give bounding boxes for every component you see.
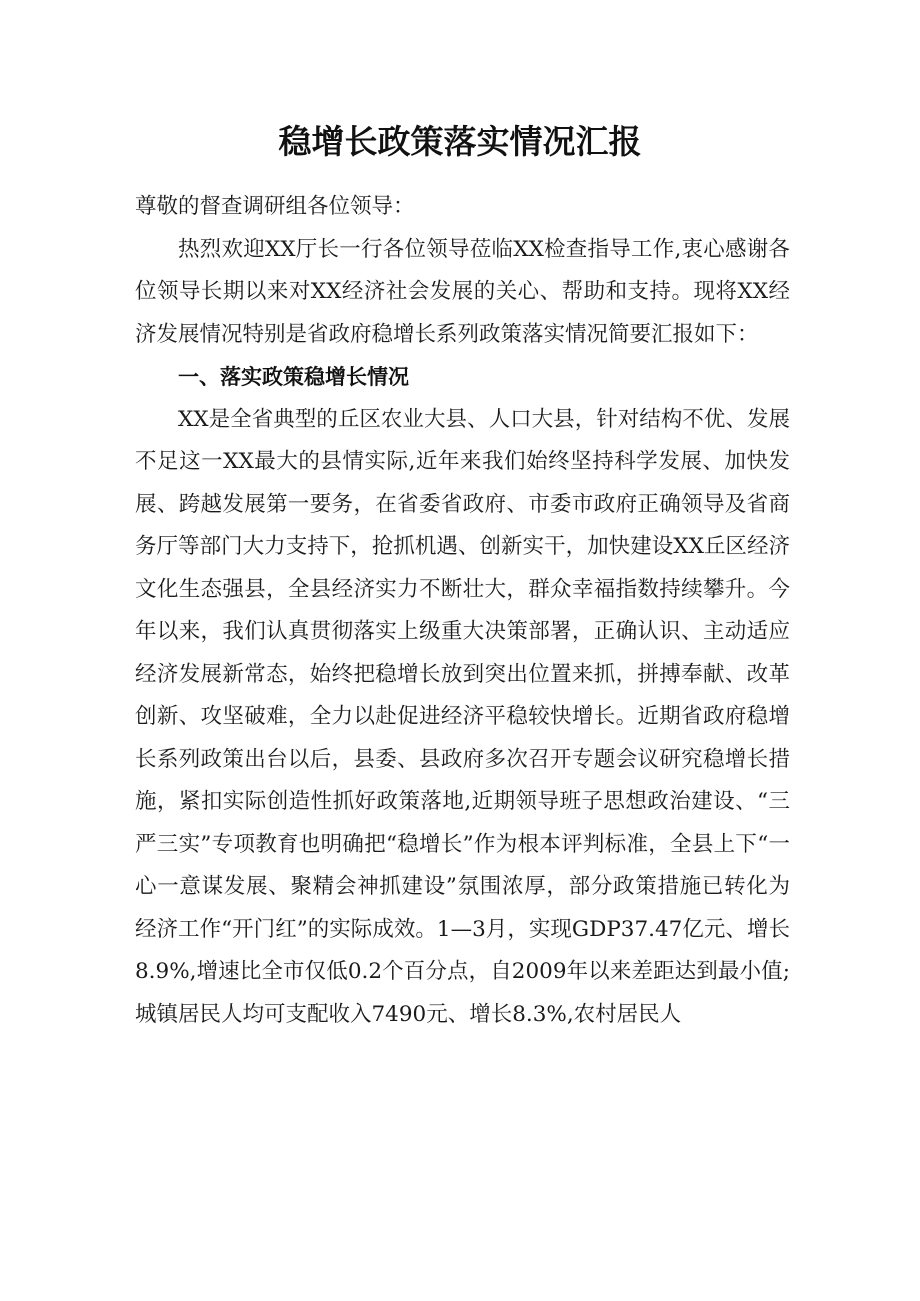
- paragraph-section-1: XX是全省典型的丘区农业大县、人口大县，针对结构不优、发展不足这一XX最大的县情实际,近年来我们始终坚持科学发展、加快发展、跨越发展第一要务，在省委省政府、市委市政府正确领导及省商务厅等部门大力支持下，抢抓机遇、创新实干，加快建设XX丘区经济文化生态强县，全县经济实力不断壮大，群众幸福指数持续攀升。今年以来，我们认真贯彻落实上级重大决策部署，正确认识、主动适应经济发展新常态，始终把稳增长放到突出位置来抓，拼搏奉献、改革创新、攻坚破难，全力以赴促进经济平稳较快增长。近期省政府稳增长系列政策出台以后，县委、县政府多次召开专题会议研究稳增长措施，紧扣实际创造性抓好政策落地,近期领导班子思想政治建设、“三严三实”专项教育也明确把“稳增长”作为根本评判标准，全县上下“一心一意谋发展、聚精会神抓建设”氛围浓厚，部分政策措施已转化为经济工作“开门红”的实际成效。1—3月，实现GDP37.47亿元、增长8.9%,增速比全市仅低0.2个百分点，自2009年以来差距达到最小值;城镇居民人均可支配收入7490元、增长8.3%,农村居民人: [135, 406, 790, 1027]
- document-body: [135, 186, 790, 1036]
- document-title: 稳增长政策落实情况汇报: [278, 122, 642, 161]
- salutation: 尊敬的督查调研组各位领导：: [135, 194, 415, 219]
- section-heading: 一、落实政策稳增长情况: [178, 365, 409, 389]
- paragraph-intro: 热烈欢迎XX厅长一行各位领导莅临XX检查指导工作,衷心感谢各位领导长期以来对XX经济社会发展的关心、帮助和支持。现将XX经济发展情况特别是省政府稳增长系列政策落实情况简要汇报如下：: [135, 236, 790, 347]
